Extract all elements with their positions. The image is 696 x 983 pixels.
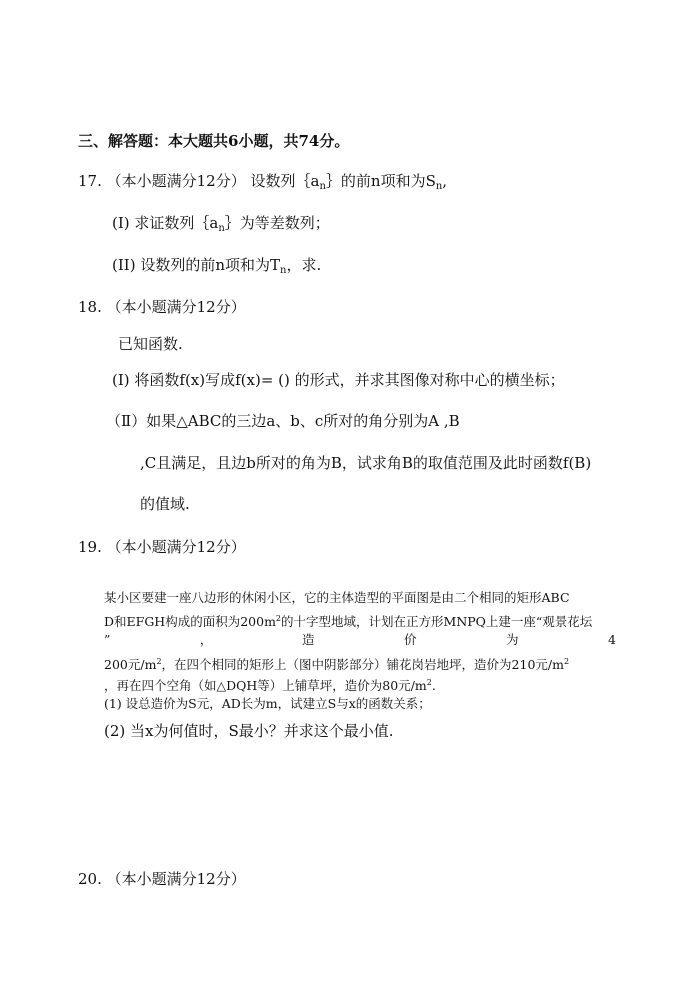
q18-part-1: (I) 将函数f(x)写成f(x)= () 的形式，并求其图像对称中心的横坐标； (112, 371, 565, 389)
q18-stem: 18. （本小题满分12分） (78, 298, 246, 316)
q18-given: 已知函数. (118, 335, 183, 353)
q19-number: 19. (78, 538, 102, 556)
q17-number: 17. (78, 172, 102, 190)
q19-text-line-2: D和EFGH构成的面积为$200m^2$的十字型地域，计划在正方形MNPQ上建一座“观景花坛 (104, 614, 593, 629)
q18-number: 18. (78, 298, 102, 316)
q18-part-2-end: 的值域. (140, 495, 190, 513)
q19-text-line-3: ” ， 造 价 为 4 (104, 632, 616, 647)
q19-text-line-4: 200元$/m^2$，在四个相同的矩形上（图中阴影部分）铺花岗岩地坪，造价为210元$/m^2$ (104, 657, 570, 672)
section-title: 三、解答题：本大题共6小题，共74分。 (78, 132, 350, 150)
q17-part-1: (I) 求证数列$\{a_n\}$为等差数列； (112, 214, 330, 234)
q18-part-2: （Ⅱ）如果△ABC的三边a、b、c所对的角分别为A ,B (106, 412, 460, 430)
q19-stem: 19. （本小题满分12分） (78, 538, 246, 556)
q19-part-1: (1) 设总造价为S元，AD长为m，试建立S与x的函数关系； (104, 696, 431, 711)
q20-number: 20. (78, 870, 102, 888)
q17-stem: 17. （本小题满分12分） 设数列$\{a_n\}$的前n项和为$S_n$, (78, 172, 448, 192)
q19-text-line-1: 某小区要建一座八边形的休闲小区，它的主体造型的平面图是由二个相同的矩形ABC (104, 590, 570, 605)
q19-part-2: (2) 当x为何值时，S最小？并求这个最小值. (104, 722, 394, 740)
q20-stem: 20. （本小题满分12分） (78, 870, 246, 888)
q18-part-2-continued: ,C且满足，且边b所对的角为B，试求角B的取值范围及此时函数f(B) (140, 454, 592, 472)
q17-part-2: (II) 设数列的前n项和为$T_n$，求. (112, 256, 322, 276)
q19-text-line-5: ，再在四个空角（如△DQH等）上铺草坪，造价为80元$/m^2$. (104, 678, 436, 693)
